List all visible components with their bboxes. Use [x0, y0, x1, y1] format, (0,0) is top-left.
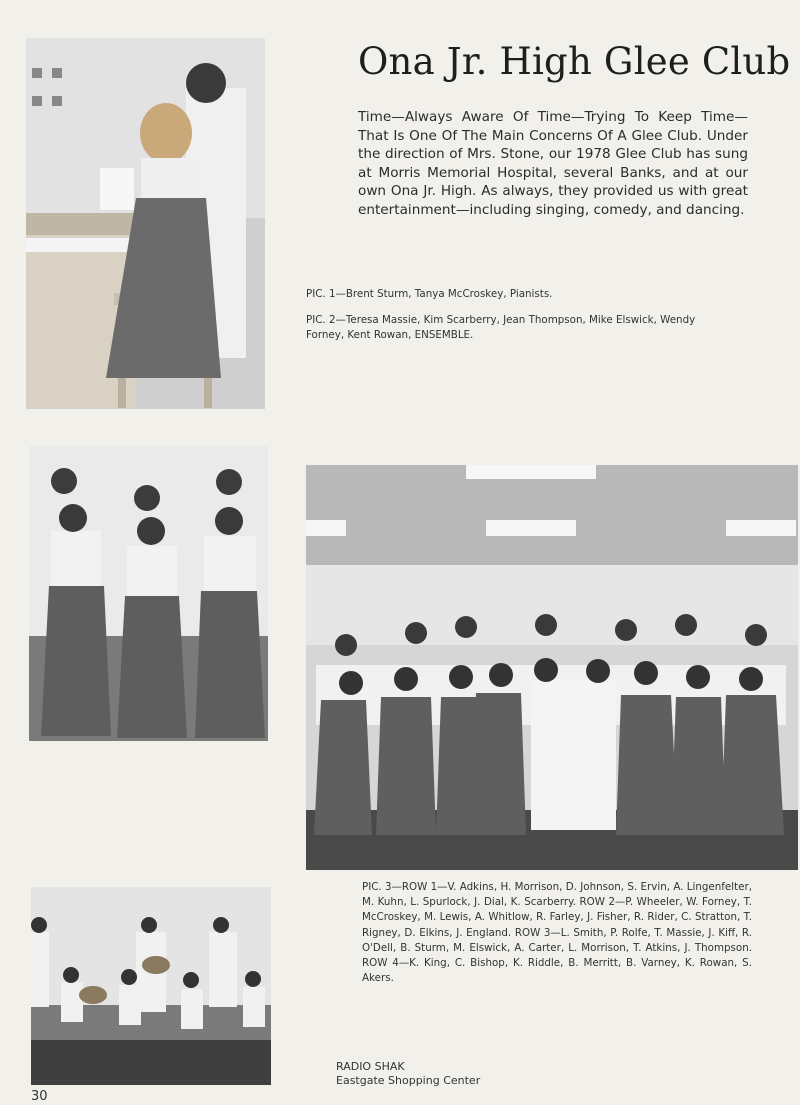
intro-paragraph [358, 108, 748, 219]
caption-pic1: PIC. 1—Brent Sturm, Tanya McCroskey, Pianists. [306, 288, 553, 300]
sponsor-name: RADIO SHAK [336, 1060, 405, 1073]
photo-performers [31, 887, 271, 1085]
sponsor-location: Eastgate Shopping Center [336, 1074, 481, 1087]
photo-pianists [26, 38, 265, 409]
page-title: Ona Jr. High Glee Club [358, 40, 791, 83]
caption-pic3: PIC. 3—ROW 1—V. Adkins, H. Morrison, D. Johnson, S. Ervin, A. Lingenfelter, M. Kuhn, L. Spurlock, J. Dial, K. Scarberry. ROW 2—P. Wheeler, W. Forney, T. McCroskey, M. Lewis, A. Whitlow, R. Farley, J. Fisher, R. Rider, C. Stratton, T. Rigney, D. Elkins, J. England. ROW 3—L. Smith, P. Rolfe, T. Massie, J. Kiff, R. O'Dell, B. Sturm, M. Elswick, A. Carter, L. Morrison, T. Atkins, J. Thompson. ROW 4—K. King, C. Bishop, K. Riddle, B. Merritt, B. Varney, K. Rowan, S. Akers. [362, 881, 752, 985]
page-number: 30 [31, 1089, 48, 1104]
intro-text: Time—Always Aware Of Time—Trying To Keep Time—That Is One Of The Main Concerns Of A Glee Club. Under the direction of Mrs. Stone, our 1978 Glee Club has sung at Morris Memorial Hospital, several Banks, and at our own Ona Jr. High. As always, they provided us with great entertainment—including singing, comedy, and dancing. [358, 109, 748, 218]
caption-pic2: PIC. 2—Teresa Massie, Kim Scarberry, Jean Thompson, Mike Elswick, Wendy Forney, Kent Rowan, ENSEMBLE. [306, 314, 696, 341]
photo-glee-club-group [306, 465, 798, 870]
photo-ensemble [29, 446, 268, 741]
sponsor-credit [336, 1060, 480, 1088]
